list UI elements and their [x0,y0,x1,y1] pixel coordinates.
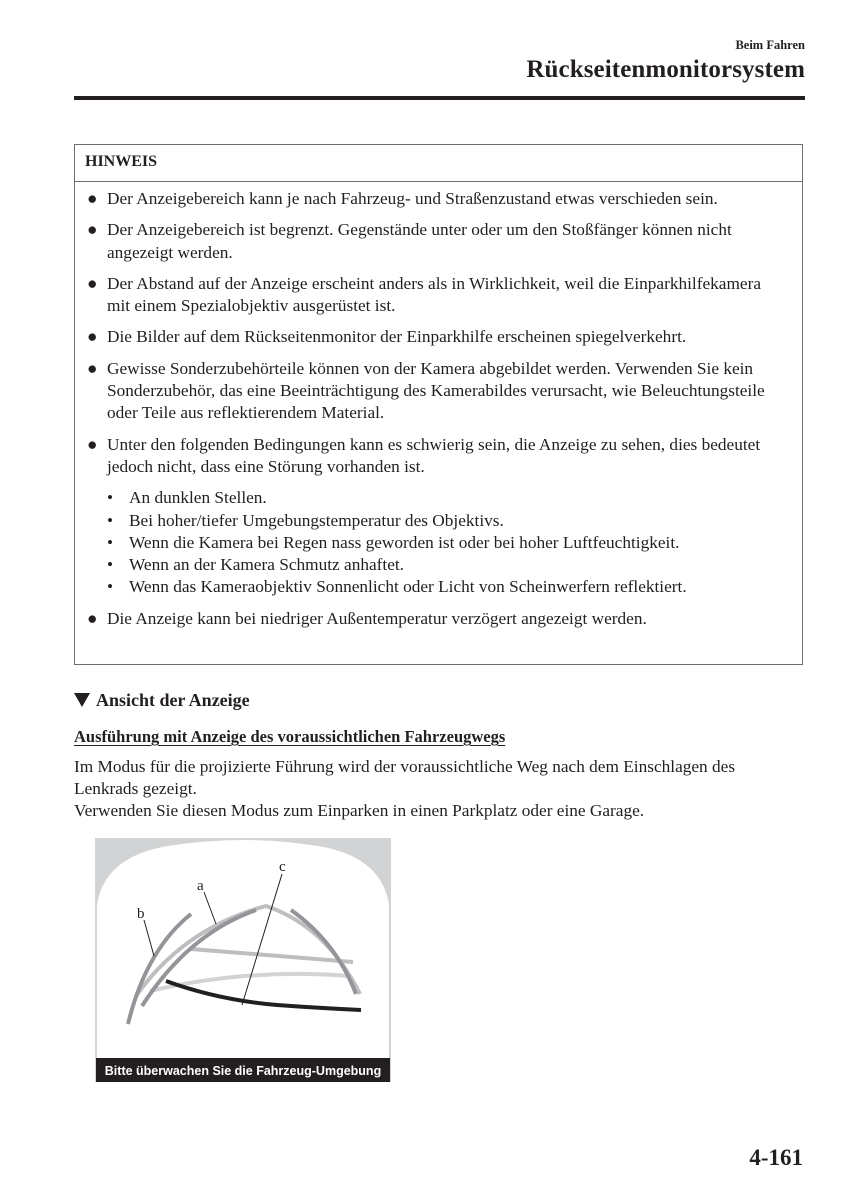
sub-bullet-icon: • [107,510,114,530]
bullet-icon: ● [87,608,98,628]
note-sub-item [107,554,784,576]
note-item-text: Unter den folgenden Bedingungen kann es schwierig sein, die Anzeige zu sehen, dies bedeutet jedoch nicht, dass eine Störung vorhanden ist. [107,434,761,476]
sub-bullet-icon: • [107,577,114,597]
header-section-label: Beim Fahren [735,38,805,52]
page-number: 4-161 [749,1145,803,1170]
bullet-icon: ● [87,220,98,240]
label-a: a [197,878,204,894]
bullet-icon: ● [87,434,98,454]
note-item-text: Die Bilder auf dem Rückseitenmonitor der Einparkhilfe erscheinen spiegelverkehrt. [107,327,687,347]
header-divider [74,96,805,100]
rear-camera-display-figure [88,838,392,1084]
note-sub-list [107,487,784,598]
note-item [87,326,784,348]
note-list [75,182,802,630]
note-sub-item [107,576,784,598]
note-sub-item-text: Wenn das Kameraobjektiv Sonnenlicht oder Licht von Scheinwerfern reflektiert. [129,577,687,597]
paragraph: Verwenden Sie diesen Modus zum Einparken in einen Parkplatz oder eine Garage. [74,801,645,820]
note-item [87,608,784,630]
note-item [87,273,784,318]
subheading: Ausführung mit Anzeige des voraussichtlichen Fahrzeugwegs [74,727,506,746]
note-sub-item-text: An dunklen Stellen. [129,488,267,508]
note-sub-item-text: Bei hoher/tiefer Umgebungstemperatur des Objektivs. [129,510,504,530]
triangle-down-icon [74,693,90,707]
note-item [87,219,784,264]
section-heading [74,690,250,711]
bullet-icon: ● [87,273,98,293]
caption-text: Bitte überwachen Sie die Fahrzeug-Umgebung [104,1064,382,1078]
note-sub-item [107,487,784,509]
note-item [87,434,784,599]
paragraph: Im Modus für die projizierte Führung wird der voraussichtliche Weg nach dem Einschlagen des Lenkrads gezeigt. [74,757,736,798]
note-heading: HINWEIS [75,145,802,182]
note-item-text: Gewisse Sonderzubehörteile können von der Kamera abgebildet werden. Verwenden Sie kein Sonderzubehör, das eine Beeinträchtigung des Kamerabildes verursacht, wie Beleuchtungsteile oder Teile aus reflektierendem Material. [107,358,765,423]
note-item-text: Die Anzeige kann bei niedriger Außentemperatur verzögert angezeigt werden. [107,608,647,628]
note-sub-item [107,510,784,532]
sub-bullet-icon: • [107,488,114,508]
note-item-text: Der Anzeigebereich ist begrenzt. Gegenstände unter oder um den Stoßfänger können nicht angezeigt werden. [107,220,732,262]
label-b: b [137,906,145,922]
note-item [87,188,784,210]
bullet-icon: ● [87,358,98,378]
body-text [74,756,794,822]
note-box [74,144,803,665]
sub-bullet-icon: • [107,555,114,575]
note-item-text: Der Abstand auf der Anzeige erscheint anders als in Wirklichkeit, weil die Einparkhilfekamera mit einem Spezialobjektiv ausgerüstet ist. [107,273,761,316]
bullet-icon: ● [87,189,98,208]
page-title: Rückseitenmonitorsystem [526,56,805,83]
section-heading-text: Ansicht der Anzeige [96,690,250,710]
note-sub-item [107,532,784,554]
note-item [87,358,784,425]
bullet-icon: ● [87,327,98,347]
note-item-text: Der Anzeigebereich kann je nach Fahrzeug- und Straßenzustand etwas verschieden sein. [107,189,718,208]
sub-bullet-icon: • [107,532,114,552]
note-sub-item-text: Wenn an der Kamera Schmutz anhaftet. [129,555,404,575]
label-c: c [279,859,286,875]
note-sub-item-text: Wenn die Kamera bei Regen nass geworden ist oder bei hoher Luftfeuchtigkeit. [129,532,680,552]
